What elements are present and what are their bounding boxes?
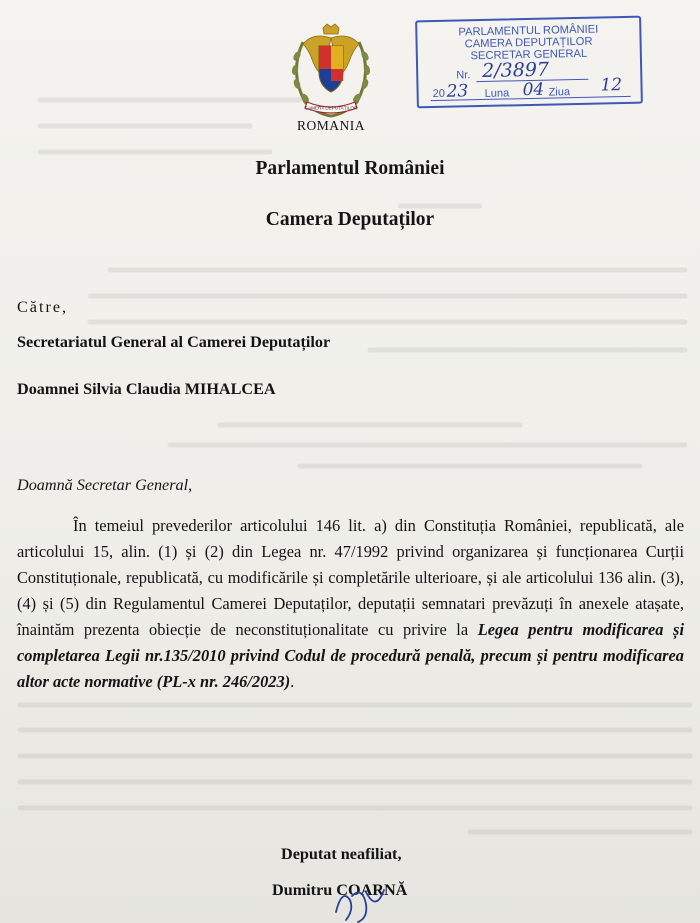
- stamp-luna-handwritten: 04: [522, 79, 545, 101]
- stamp-ziua-handwritten: 12: [600, 75, 623, 96]
- country-label: ROMANIA: [296, 118, 365, 133]
- stamp-ziua-label: Ziua: [548, 86, 571, 99]
- signatory-name: Dumitru COARNĂ: [272, 881, 408, 899]
- signatory-role: Deputat neafiliat,: [281, 845, 402, 863]
- recipient-name: Doamnei Silvia Claudia MIHALCEA: [17, 380, 276, 398]
- stamp-nr-handwritten: 2/3897: [481, 58, 550, 82]
- handwritten-signature: [332, 882, 392, 923]
- stamp-year-prefix: 20: [432, 87, 446, 101]
- stamp-secretary-line: SECRETAR GENERAL: [470, 47, 588, 63]
- recipient-institution: Secretariatul General al Camerei Deputaților: [17, 333, 331, 351]
- to-label: Către,: [17, 298, 69, 316]
- body-text: În temeiul prevederilor articolului 146 lit. a) din Constituția României, republicată, ale articolului 15, alin. (1) și (2) din Legea nr. 47/1992 privind organizarea și funcționarea Curții Constituționale, republicată, cu modificările și completările ulterioare, și ale articolului 136 alin. (3), (4) și (5) din Regulamentul Camerei Deputaților, deputații semnatari prevăzuți în anexele atașate, înaintăm prezenta obiecție de neconstituționalitate cu privire la: [17, 516, 684, 639]
- coat-of-arms-icon: [283, 22, 379, 122]
- letter-body: [17, 513, 684, 695]
- chamber-title: Camera Deputaților: [265, 209, 435, 230]
- stamp-nr-label: Nr.: [456, 69, 471, 82]
- ribbon-text: CAMERA DEPUTAȚILOR: [304, 105, 358, 111]
- stamp-parliament-line: PARLAMENTUL ROMÂNIEI: [458, 23, 599, 39]
- parliament-title: Parlamentul României: [255, 158, 445, 179]
- body-end: .: [290, 672, 295, 691]
- stamp-luna-label: Luna: [484, 87, 510, 100]
- law-title: Legea pentru modificarea și completarea Legii nr.135/2010 privind Codul de procedură penală, precum și pentru modificarea altor acte normative (PL-x nr. 246/2023): [17, 620, 684, 691]
- stamp-chamber-line: CAMERA DEPUTAȚILOR: [464, 35, 593, 51]
- salutation: Doamnă Secretar General,: [17, 476, 193, 494]
- stamp-year-handwritten: 23: [446, 81, 469, 102]
- registration-stamp: [415, 16, 643, 109]
